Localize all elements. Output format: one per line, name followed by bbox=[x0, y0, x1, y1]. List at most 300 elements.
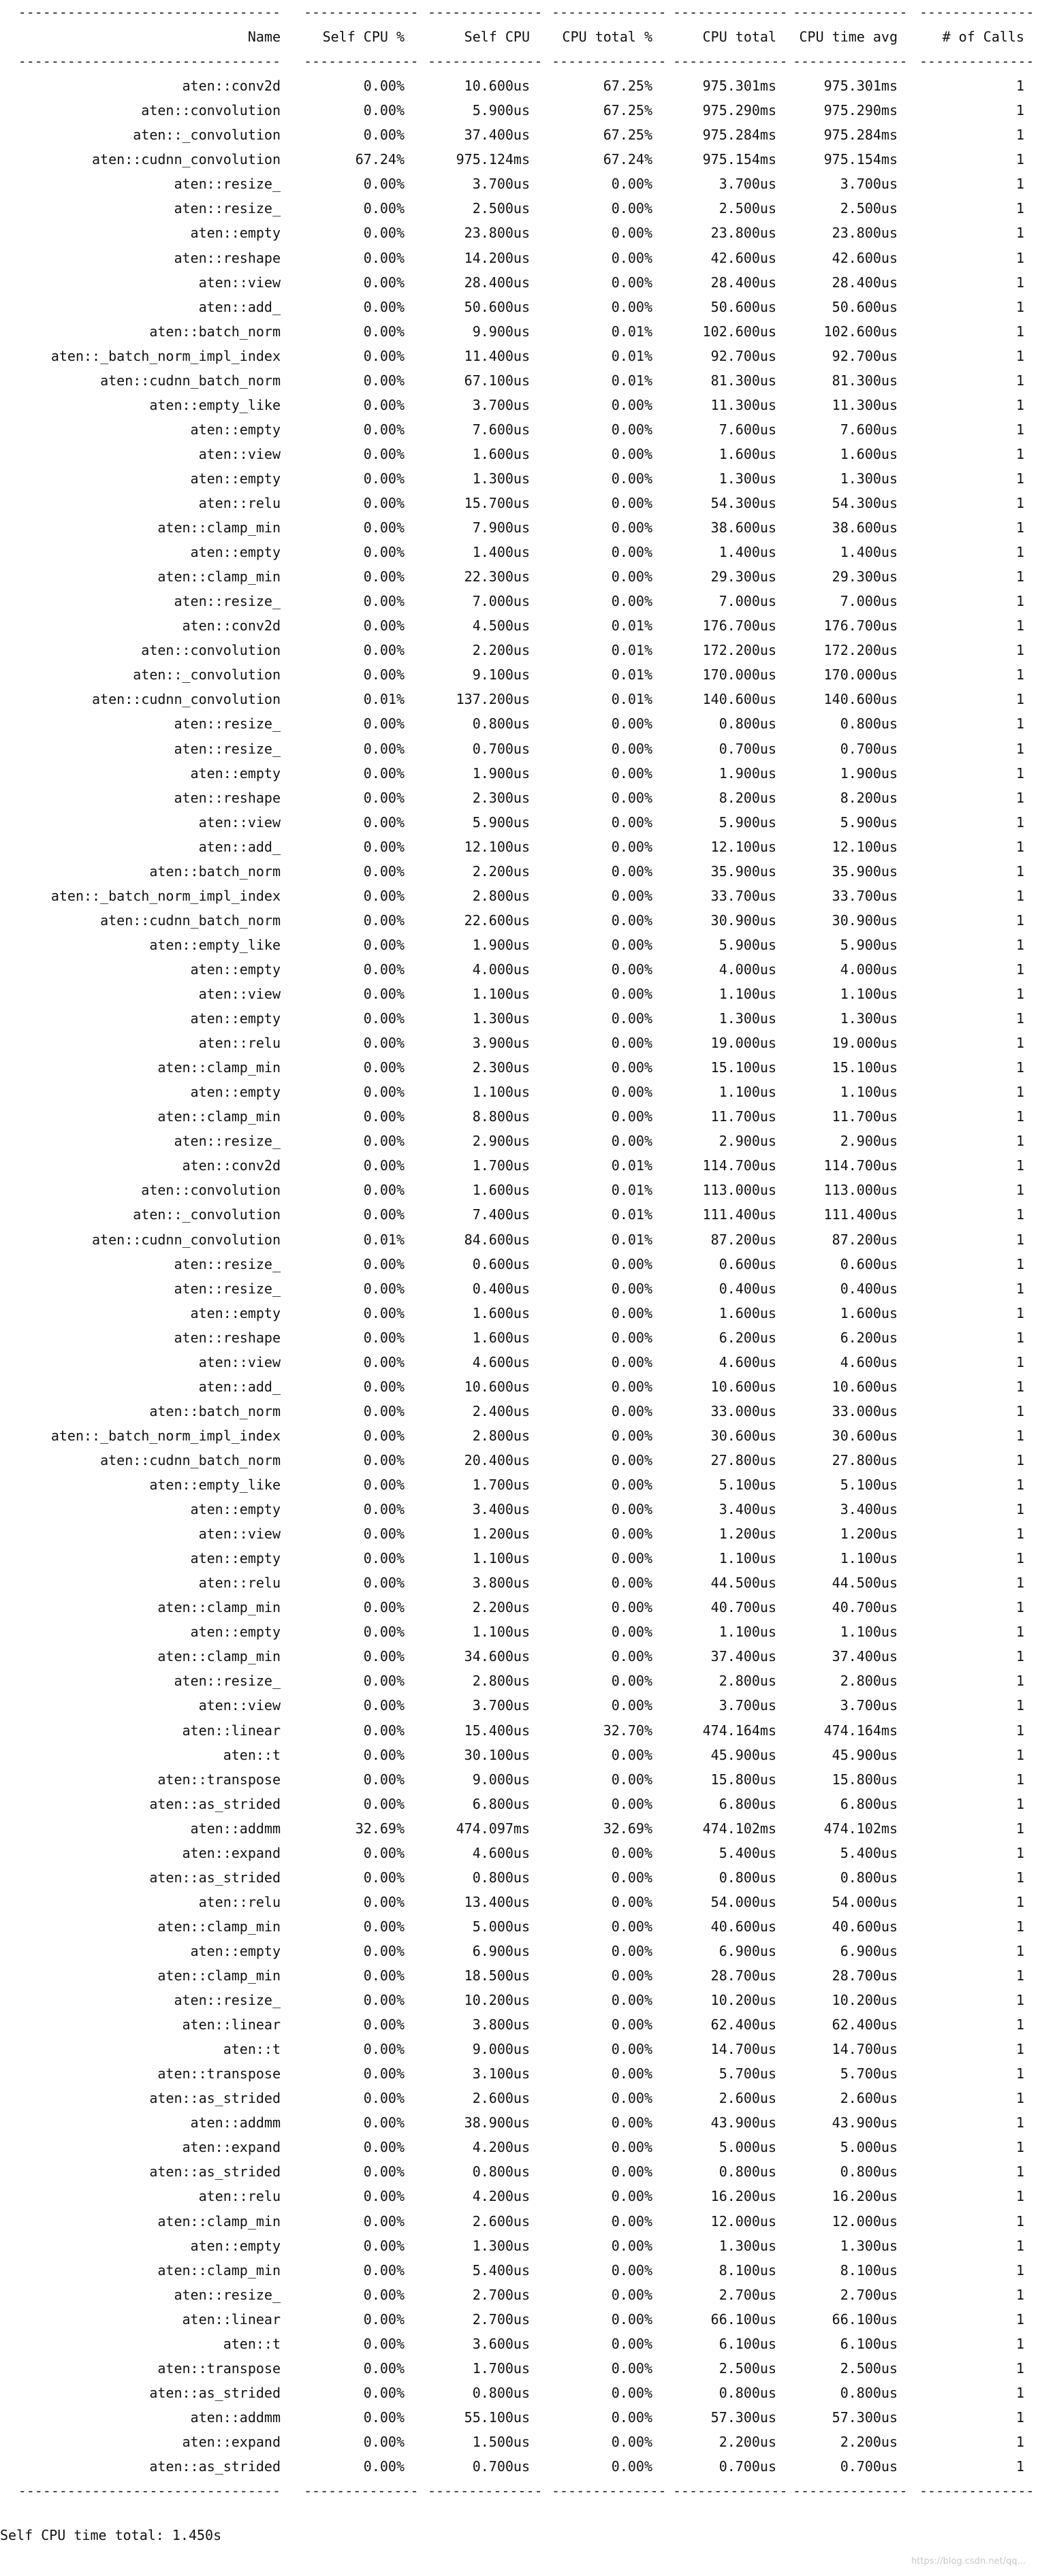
cell-cpu-total: 92.700us bbox=[710, 347, 776, 364]
cell-num-calls: 1 bbox=[1015, 1648, 1024, 1665]
table-row bbox=[0, 1571, 1042, 1595]
header-self-cpu-pct: Self CPU % bbox=[322, 29, 405, 46]
cell-self-cpu: 2.600us bbox=[472, 2090, 530, 2107]
cell-self-cpu-pct: 0.00% bbox=[363, 2139, 405, 2156]
cell-self-cpu-pct: 0.00% bbox=[363, 1722, 405, 1739]
cell-self-cpu-pct: 0.00% bbox=[363, 1550, 405, 1567]
separator-cpu-total-pct: -------------- bbox=[552, 4, 667, 20]
cell-num-calls: 1 bbox=[1015, 1133, 1024, 1150]
cell-cpu-time-avg: 35.900us bbox=[832, 863, 898, 880]
cell-name: aten::transpose bbox=[157, 1771, 281, 1788]
table-row bbox=[0, 1301, 1042, 1325]
cell-cpu-time-avg: 172.200us bbox=[823, 642, 898, 659]
table-row bbox=[0, 638, 1042, 662]
table-row bbox=[0, 1841, 1042, 1865]
table-row bbox=[0, 540, 1042, 564]
cell-cpu-total-pct: 0.00% bbox=[611, 1673, 652, 1690]
cell-name: aten::empty bbox=[190, 2237, 281, 2254]
cell-cpu-time-avg: 1.200us bbox=[840, 1526, 898, 1543]
cell-cpu-total-pct: 0.00% bbox=[611, 2139, 652, 2156]
cell-cpu-time-avg: 14.700us bbox=[832, 2041, 898, 2058]
cell-cpu-total-pct: 0.00% bbox=[611, 838, 652, 855]
cell-self-cpu-pct: 0.00% bbox=[363, 2458, 405, 2475]
cell-self-cpu: 9.000us bbox=[472, 2041, 530, 2058]
cell-cpu-time-avg: 44.500us bbox=[832, 1575, 898, 1592]
cell-num-calls: 1 bbox=[1015, 715, 1024, 732]
cell-self-cpu: 4.500us bbox=[472, 617, 530, 634]
cell-self-cpu-pct: 0.00% bbox=[363, 225, 405, 242]
cell-cpu-total-pct: 0.00% bbox=[611, 1992, 652, 2009]
cell-cpu-total: 1.100us bbox=[719, 1550, 776, 1567]
table-row bbox=[0, 908, 1042, 933]
cell-name: aten::cudnn_batch_norm bbox=[100, 912, 281, 929]
cell-cpu-total-pct: 0.01% bbox=[611, 1231, 652, 1248]
cell-self-cpu: 1.600us bbox=[472, 1329, 530, 1346]
cell-cpu-total-pct: 0.00% bbox=[611, 1746, 652, 1763]
cell-cpu-total-pct: 0.01% bbox=[611, 617, 652, 634]
cell-cpu-time-avg: 28.400us bbox=[832, 274, 898, 291]
cell-name: aten::cudnn_batch_norm bbox=[100, 1451, 281, 1468]
table-row bbox=[0, 2012, 1042, 2037]
cell-cpu-total-pct: 0.00% bbox=[611, 200, 652, 217]
cell-self-cpu: 1.500us bbox=[472, 2433, 530, 2450]
cell-cpu-time-avg: 81.300us bbox=[832, 372, 898, 389]
cell-cpu-time-avg: 15.800us bbox=[832, 1771, 898, 1788]
cell-cpu-total: 2.500us bbox=[719, 200, 776, 217]
cell-name: aten::empty bbox=[190, 544, 281, 561]
cell-self-cpu-pct: 0.00% bbox=[363, 1353, 405, 1370]
cell-cpu-time-avg: 1.400us bbox=[840, 544, 898, 561]
cell-name: aten::resize_ bbox=[174, 1255, 281, 1272]
cell-cpu-time-avg: 176.700us bbox=[823, 617, 898, 634]
cell-self-cpu-pct: 0.00% bbox=[363, 1526, 405, 1543]
cell-cpu-time-avg: 1.100us bbox=[840, 986, 898, 1002]
cell-cpu-total: 474.102ms bbox=[702, 1820, 776, 1837]
cell-num-calls: 1 bbox=[1015, 1820, 1024, 1837]
cell-name: aten::empty_like bbox=[149, 936, 281, 953]
cell-cpu-total: 0.700us bbox=[719, 2458, 776, 2475]
table-row bbox=[0, 2258, 1042, 2283]
cell-cpu-total-pct: 0.00% bbox=[611, 1304, 652, 1321]
cell-cpu-total-pct: 0.00% bbox=[611, 1648, 652, 1665]
cell-cpu-total-pct: 67.25% bbox=[603, 78, 652, 95]
cell-cpu-total-pct: 0.00% bbox=[611, 1844, 652, 1861]
cell-self-cpu-pct: 0.00% bbox=[363, 740, 405, 757]
cell-cpu-total-pct: 0.00% bbox=[611, 961, 652, 978]
cell-name: aten::_convolution bbox=[133, 666, 281, 683]
cell-self-cpu-pct: 0.00% bbox=[363, 2286, 405, 2303]
cell-cpu-time-avg: 3.700us bbox=[840, 176, 898, 193]
table-row bbox=[0, 859, 1042, 884]
cell-cpu-total-pct: 0.00% bbox=[611, 1697, 652, 1714]
table-row bbox=[0, 1055, 1042, 1080]
cell-num-calls: 1 bbox=[1015, 519, 1024, 536]
cell-name: aten::empty bbox=[190, 1624, 281, 1641]
cell-name: aten::add_ bbox=[198, 298, 281, 315]
cell-cpu-total-pct: 0.00% bbox=[611, 1280, 652, 1297]
cell-name: aten::relu bbox=[198, 1035, 281, 1052]
cell-self-cpu-pct: 0.00% bbox=[363, 1035, 405, 1052]
cell-cpu-total: 1.100us bbox=[719, 1084, 776, 1101]
table-row bbox=[0, 1644, 1042, 1669]
cell-self-cpu: 18.500us bbox=[464, 1967, 530, 1984]
table-row bbox=[0, 2381, 1042, 2405]
table-row bbox=[0, 2307, 1042, 2332]
cell-cpu-total: 3.700us bbox=[719, 176, 776, 193]
cell-self-cpu: 2.300us bbox=[472, 1059, 530, 1076]
cell-self-cpu: 2.400us bbox=[472, 1402, 530, 1419]
cell-name: aten::expand bbox=[182, 2139, 281, 2156]
cell-cpu-total-pct: 0.00% bbox=[611, 1402, 652, 1419]
cell-cpu-time-avg: 0.800us bbox=[840, 2384, 898, 2401]
cell-self-cpu: 0.700us bbox=[472, 740, 530, 757]
cell-cpu-time-avg: 12.100us bbox=[832, 838, 898, 855]
table-row bbox=[0, 884, 1042, 908]
cell-name: aten::t bbox=[223, 2041, 281, 2058]
cell-cpu-total-pct: 0.00% bbox=[611, 2237, 652, 2254]
cell-cpu-total: 4.000us bbox=[719, 961, 776, 978]
table-row bbox=[0, 1104, 1042, 1129]
cell-name: aten::as_strided bbox=[149, 2384, 281, 2401]
cell-name: aten::resize_ bbox=[174, 740, 281, 757]
cell-num-calls: 1 bbox=[1015, 2065, 1024, 2082]
cell-cpu-total: 27.800us bbox=[710, 1451, 776, 1468]
cell-self-cpu-pct: 0.00% bbox=[363, 127, 405, 144]
cell-self-cpu: 1.100us bbox=[472, 1550, 530, 1567]
cell-num-calls: 1 bbox=[1015, 2458, 1024, 2475]
cell-cpu-total: 2.700us bbox=[719, 2286, 776, 2303]
cell-self-cpu: 2.800us bbox=[472, 887, 530, 904]
cell-self-cpu-pct: 0.00% bbox=[363, 912, 405, 929]
cell-cpu-total: 28.400us bbox=[710, 274, 776, 291]
cell-name: aten::_convolution bbox=[133, 127, 281, 144]
cell-num-calls: 1 bbox=[1015, 593, 1024, 610]
separator-num-calls: -------------- bbox=[919, 2483, 1035, 2500]
cell-cpu-time-avg: 975.154ms bbox=[823, 151, 898, 168]
cell-cpu-total: 29.300us bbox=[710, 568, 776, 585]
cell-num-calls: 1 bbox=[1015, 1992, 1024, 2009]
cell-cpu-total-pct: 0.00% bbox=[611, 396, 652, 413]
cell-cpu-total-pct: 0.00% bbox=[611, 1918, 652, 1935]
cell-num-calls: 1 bbox=[1015, 200, 1024, 217]
cell-cpu-total-pct: 0.00% bbox=[611, 445, 652, 462]
cell-num-calls: 1 bbox=[1015, 1157, 1024, 1174]
cell-cpu-total-pct: 0.00% bbox=[611, 986, 652, 1002]
cell-cpu-time-avg: 30.900us bbox=[832, 912, 898, 929]
cell-num-calls: 1 bbox=[1015, 789, 1024, 806]
cell-self-cpu-pct: 0.00% bbox=[363, 642, 405, 659]
cell-num-calls: 1 bbox=[1015, 814, 1024, 831]
cell-cpu-total-pct: 0.00% bbox=[611, 1869, 652, 1886]
cell-self-cpu: 1.300us bbox=[472, 2237, 530, 2254]
cell-name: aten::view bbox=[198, 814, 281, 831]
cell-num-calls: 1 bbox=[1015, 2114, 1024, 2131]
cell-cpu-total-pct: 0.01% bbox=[611, 691, 652, 708]
cell-cpu-total: 57.300us bbox=[710, 2409, 776, 2426]
cell-num-calls: 1 bbox=[1015, 1182, 1024, 1199]
cell-num-calls: 1 bbox=[1015, 2139, 1024, 2156]
cell-cpu-total: 975.154ms bbox=[702, 151, 776, 168]
cell-cpu-time-avg: 1.300us bbox=[840, 2237, 898, 2254]
cell-cpu-total-pct: 0.00% bbox=[611, 1084, 652, 1101]
cell-cpu-time-avg: 54.000us bbox=[832, 1893, 898, 1910]
cell-self-cpu-pct: 0.00% bbox=[363, 1599, 405, 1616]
cell-num-calls: 1 bbox=[1015, 1035, 1024, 1052]
cell-num-calls: 1 bbox=[1015, 347, 1024, 364]
table-row bbox=[0, 417, 1042, 442]
cell-cpu-total-pct: 0.00% bbox=[611, 2360, 652, 2377]
cell-num-calls: 1 bbox=[1015, 396, 1024, 413]
table-row bbox=[0, 1325, 1042, 1350]
cell-name: aten::resize_ bbox=[174, 1280, 281, 1297]
cell-num-calls: 1 bbox=[1015, 2212, 1024, 2229]
cell-self-cpu: 6.800us bbox=[472, 1795, 530, 1812]
cell-cpu-total: 30.900us bbox=[710, 912, 776, 929]
cell-cpu-time-avg: 19.000us bbox=[832, 1035, 898, 1052]
table-row bbox=[0, 933, 1042, 957]
cell-self-cpu: 3.700us bbox=[472, 396, 530, 413]
cell-cpu-total-pct: 0.01% bbox=[611, 642, 652, 659]
cell-self-cpu: 2.800us bbox=[472, 1427, 530, 1444]
table-row bbox=[0, 1963, 1042, 1988]
cell-cpu-time-avg: 66.100us bbox=[832, 2311, 898, 2328]
cell-cpu-time-avg: 5.900us bbox=[840, 936, 898, 953]
cell-cpu-total-pct: 0.00% bbox=[611, 1378, 652, 1395]
cell-cpu-time-avg: 1.300us bbox=[840, 1010, 898, 1027]
cell-num-calls: 1 bbox=[1015, 2163, 1024, 2180]
cell-cpu-time-avg: 4.000us bbox=[840, 961, 898, 978]
cell-cpu-total-pct: 0.00% bbox=[611, 1255, 652, 1272]
cell-self-cpu-pct: 0.00% bbox=[363, 102, 405, 119]
cell-cpu-total: 12.100us bbox=[710, 838, 776, 855]
cell-cpu-time-avg: 57.300us bbox=[832, 2409, 898, 2426]
cell-cpu-time-avg: 10.200us bbox=[832, 1992, 898, 2009]
cell-cpu-time-avg: 7.600us bbox=[840, 421, 898, 438]
separator-cpu-time-avg: -------------- bbox=[793, 4, 908, 20]
cell-self-cpu: 22.300us bbox=[464, 568, 530, 585]
cell-cpu-total: 16.200us bbox=[710, 2188, 776, 2205]
cell-cpu-total: 30.600us bbox=[710, 1427, 776, 1444]
cell-name: aten::resize_ bbox=[174, 1992, 281, 2009]
cell-cpu-total-pct: 0.00% bbox=[611, 1035, 652, 1052]
cell-num-calls: 1 bbox=[1015, 225, 1024, 242]
cell-self-cpu-pct: 0.00% bbox=[363, 445, 405, 462]
cell-self-cpu: 6.900us bbox=[472, 1942, 530, 1959]
table-row bbox=[0, 1252, 1042, 1276]
cell-self-cpu: 34.600us bbox=[464, 1648, 530, 1665]
cell-self-cpu: 2.800us bbox=[472, 1673, 530, 1690]
cell-cpu-total-pct: 0.00% bbox=[611, 274, 652, 291]
cell-self-cpu-pct: 0.00% bbox=[363, 1624, 405, 1641]
cell-num-calls: 1 bbox=[1015, 936, 1024, 953]
table-row bbox=[0, 1620, 1042, 1644]
separator-num-calls: -------------- bbox=[919, 4, 1035, 20]
cell-cpu-time-avg: 1.100us bbox=[840, 1624, 898, 1641]
cell-self-cpu: 84.600us bbox=[464, 1231, 530, 1248]
cell-num-calls: 1 bbox=[1015, 568, 1024, 585]
cell-self-cpu: 3.700us bbox=[472, 1697, 530, 1714]
cell-cpu-total-pct: 0.00% bbox=[611, 1599, 652, 1616]
table-row bbox=[0, 810, 1042, 835]
cell-cpu-total-pct: 0.00% bbox=[611, 1329, 652, 1346]
cell-cpu-time-avg: 33.000us bbox=[832, 1402, 898, 1419]
cell-self-cpu-pct: 0.00% bbox=[363, 2041, 405, 2058]
cell-name: aten::cudnn_convolution bbox=[92, 691, 281, 708]
cell-self-cpu: 4.200us bbox=[472, 2139, 530, 2156]
cell-num-calls: 1 bbox=[1015, 1697, 1024, 1714]
cell-cpu-total: 33.700us bbox=[710, 887, 776, 904]
separator-line bbox=[0, 2479, 1042, 2503]
table-row bbox=[0, 368, 1042, 393]
cell-cpu-total: 2.900us bbox=[719, 1133, 776, 1150]
table-row bbox=[0, 147, 1042, 172]
cell-cpu-total: 176.700us bbox=[702, 617, 776, 634]
cell-cpu-time-avg: 1.300us bbox=[840, 470, 898, 487]
cell-self-cpu: 1.200us bbox=[472, 1526, 530, 1543]
cell-num-calls: 1 bbox=[1015, 1084, 1024, 1101]
cell-name: aten::convolution bbox=[141, 642, 281, 659]
cell-self-cpu-pct: 0.00% bbox=[363, 1182, 405, 1199]
cell-cpu-time-avg: 1.100us bbox=[840, 1550, 898, 1567]
cell-self-cpu: 1.700us bbox=[472, 1477, 530, 1493]
cell-self-cpu-pct: 0.00% bbox=[363, 1992, 405, 2009]
cell-cpu-total: 37.400us bbox=[710, 1648, 776, 1665]
cell-cpu-total-pct: 32.69% bbox=[603, 1820, 652, 1837]
cell-cpu-time-avg: 45.900us bbox=[832, 1746, 898, 1763]
cell-cpu-time-avg: 6.800us bbox=[840, 1795, 898, 1812]
cell-cpu-time-avg: 113.000us bbox=[823, 1182, 898, 1199]
cell-name: aten::_batch_norm_impl_index bbox=[50, 887, 281, 904]
cell-cpu-time-avg: 2.700us bbox=[840, 2286, 898, 2303]
cell-num-calls: 1 bbox=[1015, 2237, 1024, 2254]
cell-num-calls: 1 bbox=[1015, 1427, 1024, 1444]
cell-cpu-total-pct: 0.00% bbox=[611, 544, 652, 561]
cell-self-cpu: 1.100us bbox=[472, 1084, 530, 1101]
cell-cpu-time-avg: 3.700us bbox=[840, 1697, 898, 1714]
cell-cpu-total: 1.400us bbox=[719, 544, 776, 561]
cell-self-cpu: 3.400us bbox=[472, 1501, 530, 1518]
separator-self-cpu: -------------- bbox=[428, 2483, 543, 2500]
cell-self-cpu: 2.900us bbox=[472, 1133, 530, 1150]
cell-self-cpu: 4.000us bbox=[472, 961, 530, 978]
table-row bbox=[0, 2234, 1042, 2258]
cell-cpu-time-avg: 28.700us bbox=[832, 1967, 898, 1984]
cell-num-calls: 1 bbox=[1015, 1255, 1024, 1272]
cell-cpu-time-avg: 3.400us bbox=[840, 1501, 898, 1518]
cell-cpu-time-avg: 0.600us bbox=[840, 1255, 898, 1272]
cell-cpu-total: 1.900us bbox=[719, 764, 776, 782]
cell-num-calls: 1 bbox=[1015, 961, 1024, 978]
cell-name: aten::linear bbox=[182, 2311, 281, 2328]
cell-cpu-time-avg: 5.900us bbox=[840, 814, 898, 831]
cell-num-calls: 1 bbox=[1015, 2360, 1024, 2377]
cell-cpu-total: 4.600us bbox=[719, 1353, 776, 1370]
cell-cpu-time-avg: 30.600us bbox=[832, 1427, 898, 1444]
cell-cpu-time-avg: 0.700us bbox=[840, 740, 898, 757]
cell-num-calls: 1 bbox=[1015, 740, 1024, 757]
separator-cpu-total: -------------- bbox=[673, 2483, 788, 2500]
cell-self-cpu-pct: 0.00% bbox=[363, 1869, 405, 1886]
table-row bbox=[0, 1693, 1042, 1718]
table-row bbox=[0, 662, 1042, 687]
cell-cpu-total-pct: 0.00% bbox=[611, 1942, 652, 1959]
cell-cpu-total: 975.284ms bbox=[702, 127, 776, 144]
cell-self-cpu: 5.900us bbox=[472, 102, 530, 119]
cell-self-cpu-pct: 0.00% bbox=[363, 1844, 405, 1861]
cell-self-cpu-pct: 0.00% bbox=[363, 2163, 405, 2180]
separator-line bbox=[0, 0, 1042, 25]
separator-line bbox=[0, 49, 1042, 74]
cell-self-cpu: 0.700us bbox=[472, 2458, 530, 2475]
table-row bbox=[0, 221, 1042, 245]
cell-self-cpu: 1.100us bbox=[472, 986, 530, 1002]
cell-self-cpu-pct: 0.00% bbox=[363, 544, 405, 561]
cell-self-cpu-pct: 0.00% bbox=[363, 1795, 405, 1812]
header-cpu-total-pct: CPU total % bbox=[562, 29, 652, 46]
cell-self-cpu: 1.100us bbox=[472, 1624, 530, 1641]
cell-self-cpu: 1.700us bbox=[472, 2360, 530, 2377]
cell-cpu-total: 38.600us bbox=[710, 519, 776, 536]
cell-num-calls: 1 bbox=[1015, 78, 1024, 95]
header-name: Name bbox=[247, 29, 281, 46]
cell-cpu-total: 15.100us bbox=[710, 1059, 776, 1076]
cell-self-cpu: 5.000us bbox=[472, 1918, 530, 1935]
cell-cpu-total-pct: 0.00% bbox=[611, 568, 652, 585]
cell-cpu-total-pct: 0.00% bbox=[611, 470, 652, 487]
cell-cpu-total-pct: 0.00% bbox=[611, 495, 652, 511]
cell-self-cpu: 0.400us bbox=[472, 1280, 530, 1297]
cell-cpu-total: 10.200us bbox=[710, 1992, 776, 2009]
cell-cpu-time-avg: 23.800us bbox=[832, 225, 898, 242]
separator-self-cpu: -------------- bbox=[428, 53, 543, 70]
cell-self-cpu: 2.200us bbox=[472, 863, 530, 880]
cell-num-calls: 1 bbox=[1015, 838, 1024, 855]
cell-num-calls: 1 bbox=[1015, 764, 1024, 782]
cell-self-cpu-pct: 0.00% bbox=[363, 1378, 405, 1395]
table-row bbox=[0, 2454, 1042, 2479]
table-row bbox=[0, 98, 1042, 123]
cell-cpu-total-pct: 0.00% bbox=[611, 1353, 652, 1370]
separator-self-cpu-pct: -------------- bbox=[304, 4, 419, 20]
cell-self-cpu: 1.900us bbox=[472, 936, 530, 953]
cell-cpu-total-pct: 0.00% bbox=[611, 1133, 652, 1150]
cell-self-cpu-pct: 0.00% bbox=[363, 323, 405, 340]
table-row bbox=[0, 2135, 1042, 2159]
cell-num-calls: 1 bbox=[1015, 1771, 1024, 1788]
cell-cpu-time-avg: 37.400us bbox=[832, 1648, 898, 1665]
cell-name: aten::batch_norm bbox=[149, 1402, 281, 1419]
cell-num-calls: 1 bbox=[1015, 1010, 1024, 1027]
cell-name: aten::addmm bbox=[190, 2114, 281, 2131]
cell-num-calls: 1 bbox=[1015, 421, 1024, 438]
cell-self-cpu: 28.400us bbox=[464, 274, 530, 291]
cell-num-calls: 1 bbox=[1015, 2016, 1024, 2033]
cell-cpu-total-pct: 0.00% bbox=[611, 887, 652, 904]
cell-num-calls: 1 bbox=[1015, 151, 1024, 168]
cell-self-cpu-pct: 0.00% bbox=[363, 176, 405, 193]
cell-self-cpu: 3.800us bbox=[472, 2016, 530, 2033]
cell-cpu-time-avg: 1.600us bbox=[840, 445, 898, 462]
table-row bbox=[0, 246, 1042, 270]
cell-cpu-total-pct: 0.00% bbox=[611, 176, 652, 193]
cell-num-calls: 1 bbox=[1015, 176, 1024, 193]
cell-cpu-total: 0.400us bbox=[719, 1280, 776, 1297]
cell-self-cpu-pct: 0.00% bbox=[363, 1893, 405, 1910]
cell-cpu-time-avg: 92.700us bbox=[832, 347, 898, 364]
cell-cpu-total: 474.164ms bbox=[702, 1722, 776, 1739]
cell-num-calls: 1 bbox=[1015, 1353, 1024, 1370]
table-row bbox=[0, 1816, 1042, 1841]
